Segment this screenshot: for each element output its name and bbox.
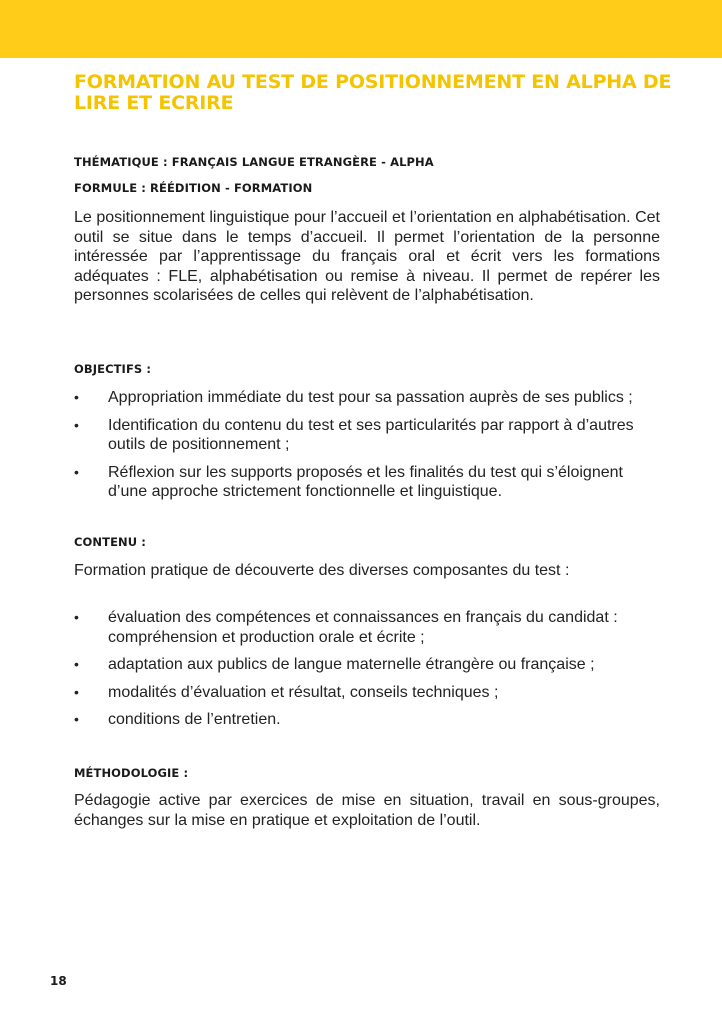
bullet-icon: • bbox=[74, 389, 79, 405]
objectif-text: Appropriation immédiate du test pour sa passation auprès de ses publics ; bbox=[108, 389, 633, 406]
contenu-text: évaluation des compétences et connaissances en français du candidat : compréhension et production orale et écrite ; bbox=[108, 609, 618, 646]
list-item bbox=[74, 416, 660, 455]
bullet-icon: • bbox=[74, 463, 79, 480]
contenu-text: conditions de l’entretien. bbox=[108, 711, 281, 728]
methodologie-heading: MÉTHODOLOGIE : bbox=[74, 766, 189, 780]
contenu-intro: Formation pratique de découverte des diverses composantes du test : bbox=[74, 562, 570, 579]
list-item bbox=[74, 655, 660, 675]
objectifs-heading: OBJECTIFS : bbox=[74, 362, 152, 376]
methodologie-paragraph: Pédagogie active par exercices de mise en situation, travail en sous-groupes, échanges sur la mise en pratique et exploitation de l’outil. bbox=[74, 792, 660, 829]
page-title: FORMATION AU TEST DE POSITIONNEMENT EN ALPHA DE LIRE ET ECRIRE bbox=[74, 71, 672, 114]
formule-label: FORMULE : RÉÉDITION - FORMATION bbox=[74, 181, 313, 195]
objectif-text: Réflexion sur les supports proposés et les finalités du test qui s’éloignent d’une approche strictement fonctionnelle et linguistique. bbox=[108, 463, 623, 500]
contenu-list bbox=[74, 608, 660, 730]
thematique-label: THÉMATIQUE : FRANÇAIS LANGUE ETRANGÈRE - ALPHA bbox=[74, 155, 434, 169]
intro-paragraph: Le positionnement linguistique pour l’accueil et l’orientation en alphabétisation. Cet outil se situe dans le temps d’accueil. Il permet l’orientation de la personne intéressée par l’apprentissage du français oral et écrit vers les formations adéquates : FLE, alphabétisation ou remise à niveau. Il permet de repérer les personnes scolarisées de celles qui relèvent de l’alphabétisation. bbox=[74, 209, 660, 304]
list-item bbox=[74, 683, 660, 703]
bullet-icon: • bbox=[74, 609, 79, 625]
list-item bbox=[74, 388, 660, 408]
page-number: 18 bbox=[50, 974, 67, 988]
contenu-heading: CONTENU : bbox=[74, 535, 147, 549]
list-item bbox=[74, 463, 660, 502]
header-band bbox=[0, 0, 722, 58]
bullet-icon: • bbox=[74, 656, 79, 672]
objectifs-list bbox=[74, 388, 660, 502]
contenu-text: adaptation aux publics de langue maternelle étrangère ou française ; bbox=[108, 656, 595, 673]
list-item bbox=[74, 710, 660, 730]
list-item bbox=[74, 608, 660, 647]
contenu-text: modalités d’évaluation et résultat, conseils techniques ; bbox=[108, 683, 499, 701]
objectif-text: Identification du contenu du test et ses particularités par rapport à d’autres outils de positionnement ; bbox=[108, 416, 634, 453]
bullet-icon: • bbox=[74, 711, 79, 727]
bullet-icon: • bbox=[74, 683, 79, 700]
bullet-icon: • bbox=[74, 416, 79, 433]
